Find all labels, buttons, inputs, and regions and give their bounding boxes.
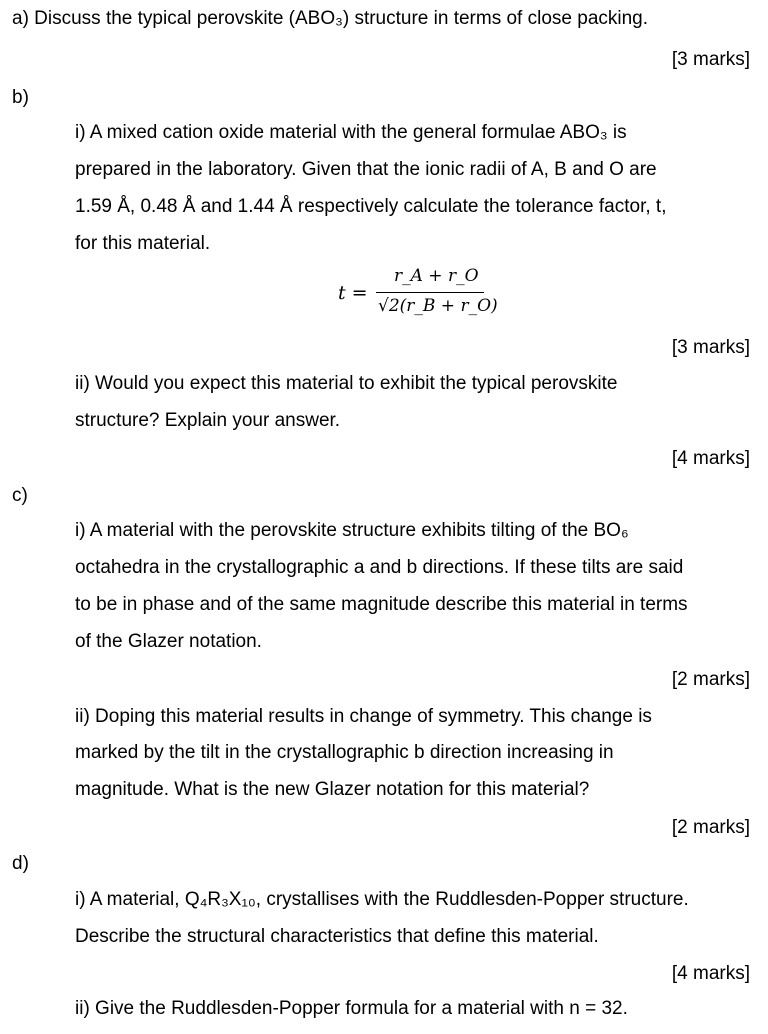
formula-lhs: t =	[338, 282, 368, 304]
question-d-i-line: Describe the structural characteristics that define this material.	[75, 926, 599, 947]
question-b-ii-marks: [4 marks]	[671, 448, 750, 469]
question-a-marks: [3 marks]	[671, 49, 750, 70]
formula-numerator: r_A + r_O	[394, 266, 479, 286]
question-b-i-line: for this material.	[75, 233, 211, 254]
formula-denominator: √2(r_B + r_O)	[378, 296, 498, 316]
question-b-i-line: i) A mixed cation oxide material with the general formulae ABO₃ is	[75, 122, 627, 143]
formula-fraction-bar	[376, 292, 484, 293]
question-c-i-marks: [2 marks]	[671, 669, 750, 690]
question-c-ii-line: marked by the tilt in the crystallographic b direction increasing in	[75, 742, 614, 763]
question-b-i-line: prepared in the laboratory. Given that the ionic radii of A, B and O are	[75, 159, 657, 180]
question-c-i-line: octahedra in the crystallographic a and b directions. If these tilts are said	[75, 557, 684, 578]
question-b-ii-line: ii) Would you expect this material to exhibit the typical perovskite	[75, 373, 618, 394]
question-c-i-line: to be in phase and of the same magnitude describe this material in terms	[75, 594, 688, 615]
question-d-i-line: i) A material, Q₄R₃X₁₀, crystallises with the Ruddlesden-Popper structure.	[75, 889, 689, 910]
tolerance-factor-formula	[338, 268, 498, 330]
question-d-label: d)	[12, 853, 29, 874]
question-b-i-line: 1.59 Å, 0.48 Å and 1.44 Å respectively calculate the tolerance factor, t,	[75, 196, 667, 217]
question-d-i-marks: [4 marks]	[671, 963, 750, 984]
question-c-label: c)	[12, 485, 28, 506]
question-b-label: b)	[12, 87, 29, 108]
question-c-ii-line: magnitude. What is the new Glazer notation for this material?	[75, 779, 590, 800]
question-c-ii-marks: [2 marks]	[671, 817, 750, 838]
question-b-ii-line: structure? Explain your answer.	[75, 410, 341, 431]
question-d-ii-line: ii) Give the Ruddlesden-Popper formula for a material with n = 32.	[75, 998, 628, 1019]
question-c-i-line: of the Glazer notation.	[75, 631, 262, 652]
question-c-i-line: i) A material with the perovskite structure exhibits tilting of the BO₆	[75, 520, 629, 541]
question-b-i-marks: [3 marks]	[671, 337, 750, 358]
question-a-text: a) Discuss the typical perovskite (ABO₃) structure in terms of close packing.	[12, 8, 649, 29]
question-c-ii-line: ii) Doping this material results in change of symmetry. This change is	[75, 706, 652, 727]
